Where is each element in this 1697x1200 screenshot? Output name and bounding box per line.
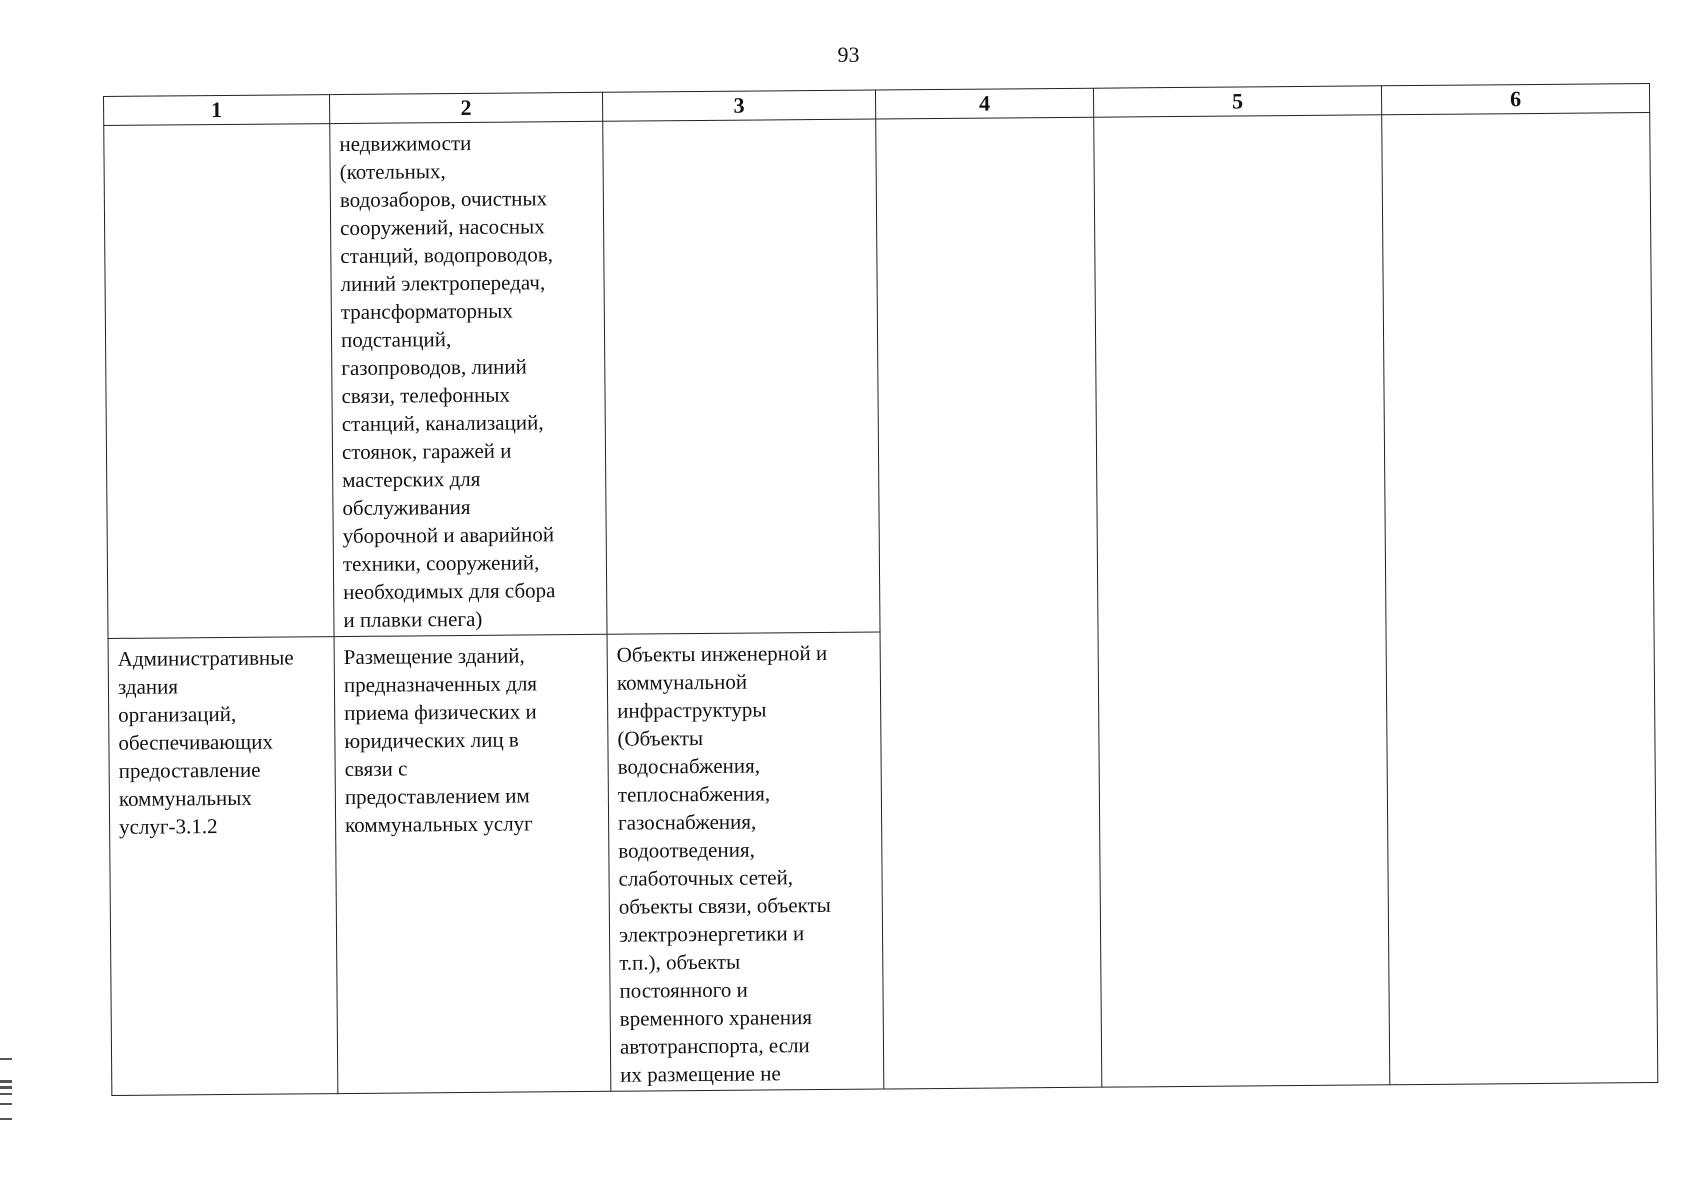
column-header-4: 4 <box>875 88 1093 119</box>
column-header-3: 3 <box>602 90 875 121</box>
regulation-table <box>103 83 1658 1096</box>
scan-edge-mark <box>0 1080 12 1083</box>
table-cell-r1-c3 <box>603 119 880 634</box>
table-cell-r1-c2 <box>330 121 607 636</box>
table-cell-r2-c2 <box>334 634 611 1093</box>
column-header-2: 2 <box>329 92 602 123</box>
scan-edge-mark <box>0 1058 12 1060</box>
cell-text: недвижимости (котельных, водозаборов, очистных сооружений, насосных станций, водопроводов, линий электропередач, трансформаторных подстанций, газопроводов, линий связи, телефонных станций, канализаций, стоянок, гаражей и мастерских для обслуживания уборочной и аварийной техники, сооружений, необходимых для сбора и плавки снега) <box>339 130 556 633</box>
table-cell-r2-c3 <box>607 632 884 1091</box>
table-cell-col5 <box>1094 115 1390 1087</box>
column-header-6: 6 <box>1381 84 1649 115</box>
table-cell-r2-c1 <box>108 637 338 1096</box>
cell-text <box>104 124 329 132</box>
column-header-5: 5 <box>1093 86 1381 117</box>
cell-text: Объекты инженерной и коммунальной инфраструктуры (Объекты водоснабжения, теплоснабжения, газоснабжения, водоотведения, слаботочных сетей, объекты связи, объекты электроэнергетики и т.п.), объекты постоянного и временного хранения автотранспорта, если их размещение не <box>616 641 831 1087</box>
page-number: 93 <box>837 42 860 67</box>
scan-edge-mark <box>0 1093 12 1095</box>
table-cell-r1-c1 <box>104 124 334 639</box>
cell-text: Административные здания организаций, обеспечивающих предоставление коммунальных услуг-3.1.2 <box>117 645 294 839</box>
cell-text: Размещение зданий, предназначенных для приема физических и юридических лиц в связи с предоставлением им коммунальных услуг <box>343 643 538 838</box>
scan-edge-mark <box>0 1086 12 1089</box>
column-header-1: 1 <box>104 95 330 126</box>
scan-edge-mark <box>0 1103 12 1105</box>
cell-text <box>603 120 875 128</box>
table-cell-col4 <box>876 117 1102 1089</box>
table-row <box>104 113 1654 639</box>
scan-edge-mark <box>0 1118 12 1120</box>
table-cell-col6 <box>1382 113 1658 1085</box>
